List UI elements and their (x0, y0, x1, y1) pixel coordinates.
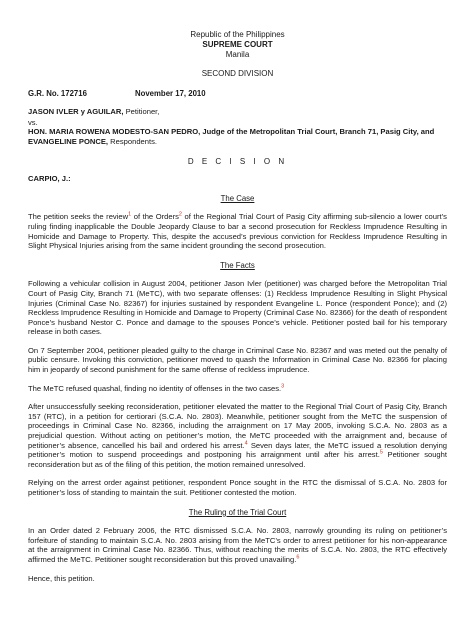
paragraph-text: Petitioner sought reconsideration but as of the filing of this petition, the motion remained unresolved. (28, 450, 447, 469)
paragraph-facts-5: Relying on the arrest order against petitioner, respondent Ponce sought in the RTC the dismissal of S.C.A. No. 2803 for petitioner’s loss of standing to maintain the suit. Petitioner contested the motion. (28, 478, 447, 497)
section-the-case: The Case (220, 193, 255, 203)
paragraph-text: The petition seeks the review (28, 212, 129, 222)
footnote-link[interactable]: 3 (281, 383, 285, 390)
paragraph-petition (28, 212, 447, 250)
court-city: Manila (225, 50, 250, 59)
division-label: SECOND DIVISION (201, 69, 274, 78)
paragraph-text: After unsuccessfully seeking reconsideration, petitioner elevated the matter to the Regional Trial Court of Pasig City, Branch 157 (RTC), in a petition for certiorari (S.C.A. No. 2803). Meanwhile, petitioner sought from the MeTC the suspension of proceedings in Criminal Case No. 82366, including the arraignment on 17 May 2005, invoking S.C.A. No. 2803 as a prejudicial question. Without acting on petitioner’s motion, the MeTC proceeded with the arraignment and, because of petitioner’s absence, cancelled his bail and ordered his arrest. (28, 402, 447, 450)
footnote-link[interactable]: 5 (379, 449, 383, 456)
section-the-facts: The Facts (220, 260, 255, 270)
paragraph-facts-4 (28, 402, 447, 469)
republic-line: Republic of the Philippines (190, 30, 285, 39)
petitioner-role: Petitioner, (123, 107, 160, 117)
paragraph-text: of the Regional Trial Court of Pasig City affirming sub-silencio a lower court’s ruling finding inapplicable the Double Jeopardy Clause to bar a second prosecution for Reckless Imprudence Resulting in Homicide and Damage to Property. This, despite the accused’s previous conviction for Reckless Imprudence Resulting in Slight Physical Injuries arising from the same incident grounding the second prosecution. (28, 212, 447, 251)
paragraph-facts-2: On 7 September 2004, petitioner pleaded guilty to the charge in Criminal Case No. 82367 and was meted out the penalty of public censure. Invoking this conviction, petitioner moved to quash the Information in Criminal Case No. 82366 for placing him in jeopardy of second punishment for the same offense of reckless imprudence. (28, 345, 447, 375)
versus: vs. (28, 117, 38, 127)
ponente: CARPIO, J.: (28, 174, 71, 184)
respondents-names: HON. MARIA ROWENA MODESTO-SAN PEDRO, Judge of the Metropolitan Trial Court, Branch 71, Pasig City, and EVANGELINE PONCE, (28, 127, 435, 146)
respondents-role: Respondents. (108, 136, 158, 146)
paragraph-text: The MeTC refused quashal, finding no identity of offenses in the two cases. (28, 383, 282, 393)
paragraph-facts-1: Following a vehicular collision in August 2004, petitioner Jason Ivler (petitioner) was charged before the Metropolitan Trial Court of Pasig City, Branch 71 (MeTC), with two separate offenses: (1) Reckless Imprudence Resulting in Slight Physical Injuries (Criminal Case No. 82367) for injuries sustained by respondent Evangeline L. Ponce (respondent Ponce); and (2) Reckless Imprudence Resulting in Homicide and Damage to Property (Criminal Case No. 82366) for the death of respondent Ponce’s husband Nestor C. Ponce and damage to the spouses Ponce’s vehicle. Petitioner posted bail for his temporary release in both cases. (28, 279, 447, 337)
case-number-line (28, 89, 447, 99)
decision-date: November 17, 2010 (134, 88, 206, 98)
footnote-link[interactable]: 2 (178, 211, 182, 218)
footnote-link[interactable]: 1 (128, 211, 132, 218)
paragraph-ruling (28, 526, 447, 564)
footnote-link[interactable]: 6 (296, 554, 300, 561)
gr-number: G.R. No. 172716 (28, 88, 87, 98)
decision-title: D E C I S I O N (187, 156, 288, 166)
court-name: SUPREME COURT (202, 40, 273, 49)
paragraph-hence: Hence, this petition. (28, 573, 95, 583)
paragraph-facts-3 (28, 384, 447, 394)
paragraph-text: In an Order dated 2 February 2006, the RTC dismissed S.C.A. No. 2803, narrowly grounding its ruling on petitioner’s forfeiture of standing to maintain S.C.A. No. 2803 arising from the MeTC’s order to arrest petitioner for his non-appearance at the arraignment in Criminal Case No. 82366. Thus, without reaching the merits of S.C.A. No. 2803, the RTC effectively affirmed the MeTC. Petitioner sought reconsideration but this proved unavailing. (28, 526, 447, 564)
section-ruling-trial-court: The Ruling of the Trial Court (188, 507, 287, 517)
footnote-link[interactable]: 4 (244, 440, 248, 447)
paragraph-text: Seven days later, the MeTC issued a resolution denying petitioner’s motion to suspend proceedings and postponing his arraignment until after his arrest. (28, 440, 448, 460)
petitioner-line (28, 107, 447, 117)
petitioner-name: JASON IVLER y AGUILAR, (28, 107, 124, 117)
paragraph-text: of the Orders (131, 212, 179, 222)
respondents-line (28, 127, 447, 146)
